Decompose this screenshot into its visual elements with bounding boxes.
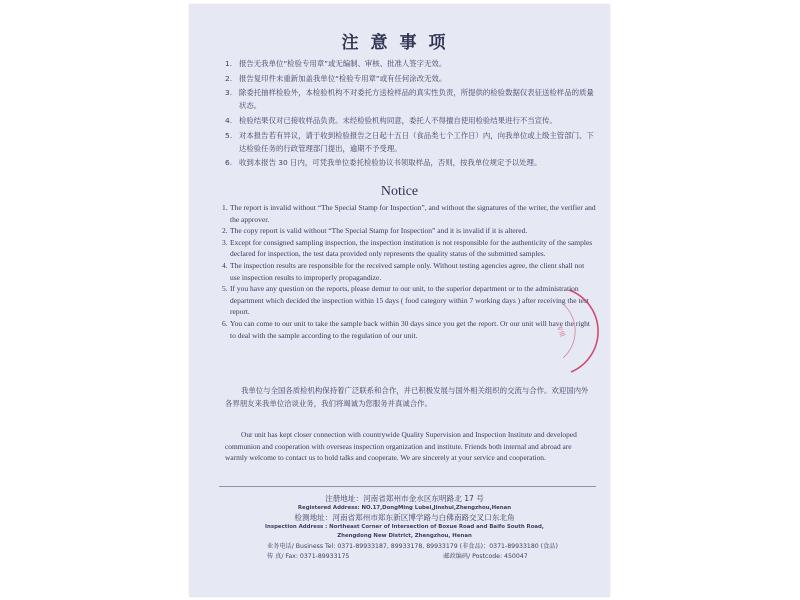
- list-item: 1. 报告无我单位“检验专用章”或无编制、审核、批准人签字无效。: [225, 59, 447, 68]
- registered-address-en: Registered Address: NO.17,DongMing Lubei,Jinshui,Zhengzhou,Henan: [297, 504, 512, 511]
- footer-divider: [219, 486, 596, 487]
- report-notice-page: [189, 4, 610, 597]
- list-item: 6. You can come to our unit to take the sample back within 30 days since you get the report. Or our unit will have the right to deal with the sample according to the regulation of our unit.: [222, 318, 590, 340]
- list-item: 3. Except for consigned sampling inspection, the inspection institution is not responsible for the authenticity of the samples declared for inspection, the test data provided only represents the quality status of the submitted samples.: [222, 237, 593, 259]
- list-item: 1. The report is invalid without “The Special Stamp for Inspection”, and without the signatures of the writer, the verifier and the approver.: [222, 203, 596, 224]
- list-item: 6. 收到本报告 30 日内，可凭我单位委托检验协议书领取样品，否则，按我单位规定予以处理。: [225, 158, 542, 168]
- svg-text:专用: 专用: [555, 324, 566, 338]
- cooperation-paragraph-zh: 我单位与全国各质检机构保持着广泛联系和合作，并已积极发展与国外相关组织的交流与合作。欢迎国内外各界朋友来我单位洽谈业务，我们将竭诚为您服务并真诚合作。: [225, 386, 589, 408]
- test-address-en-line1: Inspection Address : Northeast Corner of Intersection of Boxue Road and Baifo South Road,: [265, 523, 544, 530]
- postcode: 邮政编码/ Postcode: 450047: [443, 552, 528, 560]
- en-notice-list: [222, 202, 596, 341]
- list-item: 5. If you have any question on the reports, please demur to our unit, to the superior department or to the administration department which decided the inspection within 15 days ( food category within 7 working days ) after receiving the test report.: [222, 284, 589, 317]
- notice-title: Notice: [380, 184, 419, 199]
- cooperation-paragraph-en: Our unit has kept closer connection with countrywide Quality Supervision and Inspection Institute and developed communion and cooperation with overseas inspection organization and institute. Friends both internal and abroad are warmly welcome to contact us to hold talks and cooperate. We are sincerely at your service and cooperation.: [225, 430, 577, 463]
- fax-and-postcode: [209, 552, 600, 562]
- list-item: 3. 除委托抽样检验外，本检验机构不对委托方送检样品的真实性负责，所提供的检验数据仅表征送检样品的质量状态。: [225, 88, 594, 111]
- list-item: 2. The copy report is valid without “The Special Stamp for Inspection” and it is invalid if it is altered.: [222, 226, 528, 236]
- business-tel: 业务电话/ Business Tel: 0371-89933187, 89933178, 89933179 (非食品)；0371-89933180 (食品): [267, 542, 558, 550]
- list-item: 5. 对本报告若有异议，请于收到检验报告之日起十五日（食品类七个工作日）内，向我单位或上级主管部门、下达检验任务的行政管理部门提出，逾期不予受理。: [225, 130, 594, 153]
- list-item: 2. 报告复印件未重新加盖我单位“检验专用章”或有任何涂改无效。: [225, 73, 447, 83]
- page-title-zh: 注意事项: [341, 33, 458, 53]
- contact-footer: [209, 494, 600, 561]
- fax: 传 真/ Fax: 0371-89933175: [267, 552, 350, 560]
- zh-notice-list: [225, 57, 594, 171]
- test-address-zh: 检测地址：河南省郑州市郑东新区博学路与白佛南路交叉口东北角: [294, 513, 515, 523]
- list-item: 4. The inspection results are responsible for the received sample only. Without testing agencies agree, the client shall not use inspection results to improperly propagandize.: [222, 260, 585, 282]
- test-address-en-line2: Zhengdong New District, Zhengzhou, Henan: [337, 533, 472, 540]
- registered-address-zh: 注册地址：河南省郑州市金水区东明路北 17 号: [325, 494, 484, 503]
- list-item: 4. 检验结果仅对已接收样品负责。未经检验机构同意，委托人不得擅自使用检验结果进行不当宣传。: [225, 115, 557, 125]
